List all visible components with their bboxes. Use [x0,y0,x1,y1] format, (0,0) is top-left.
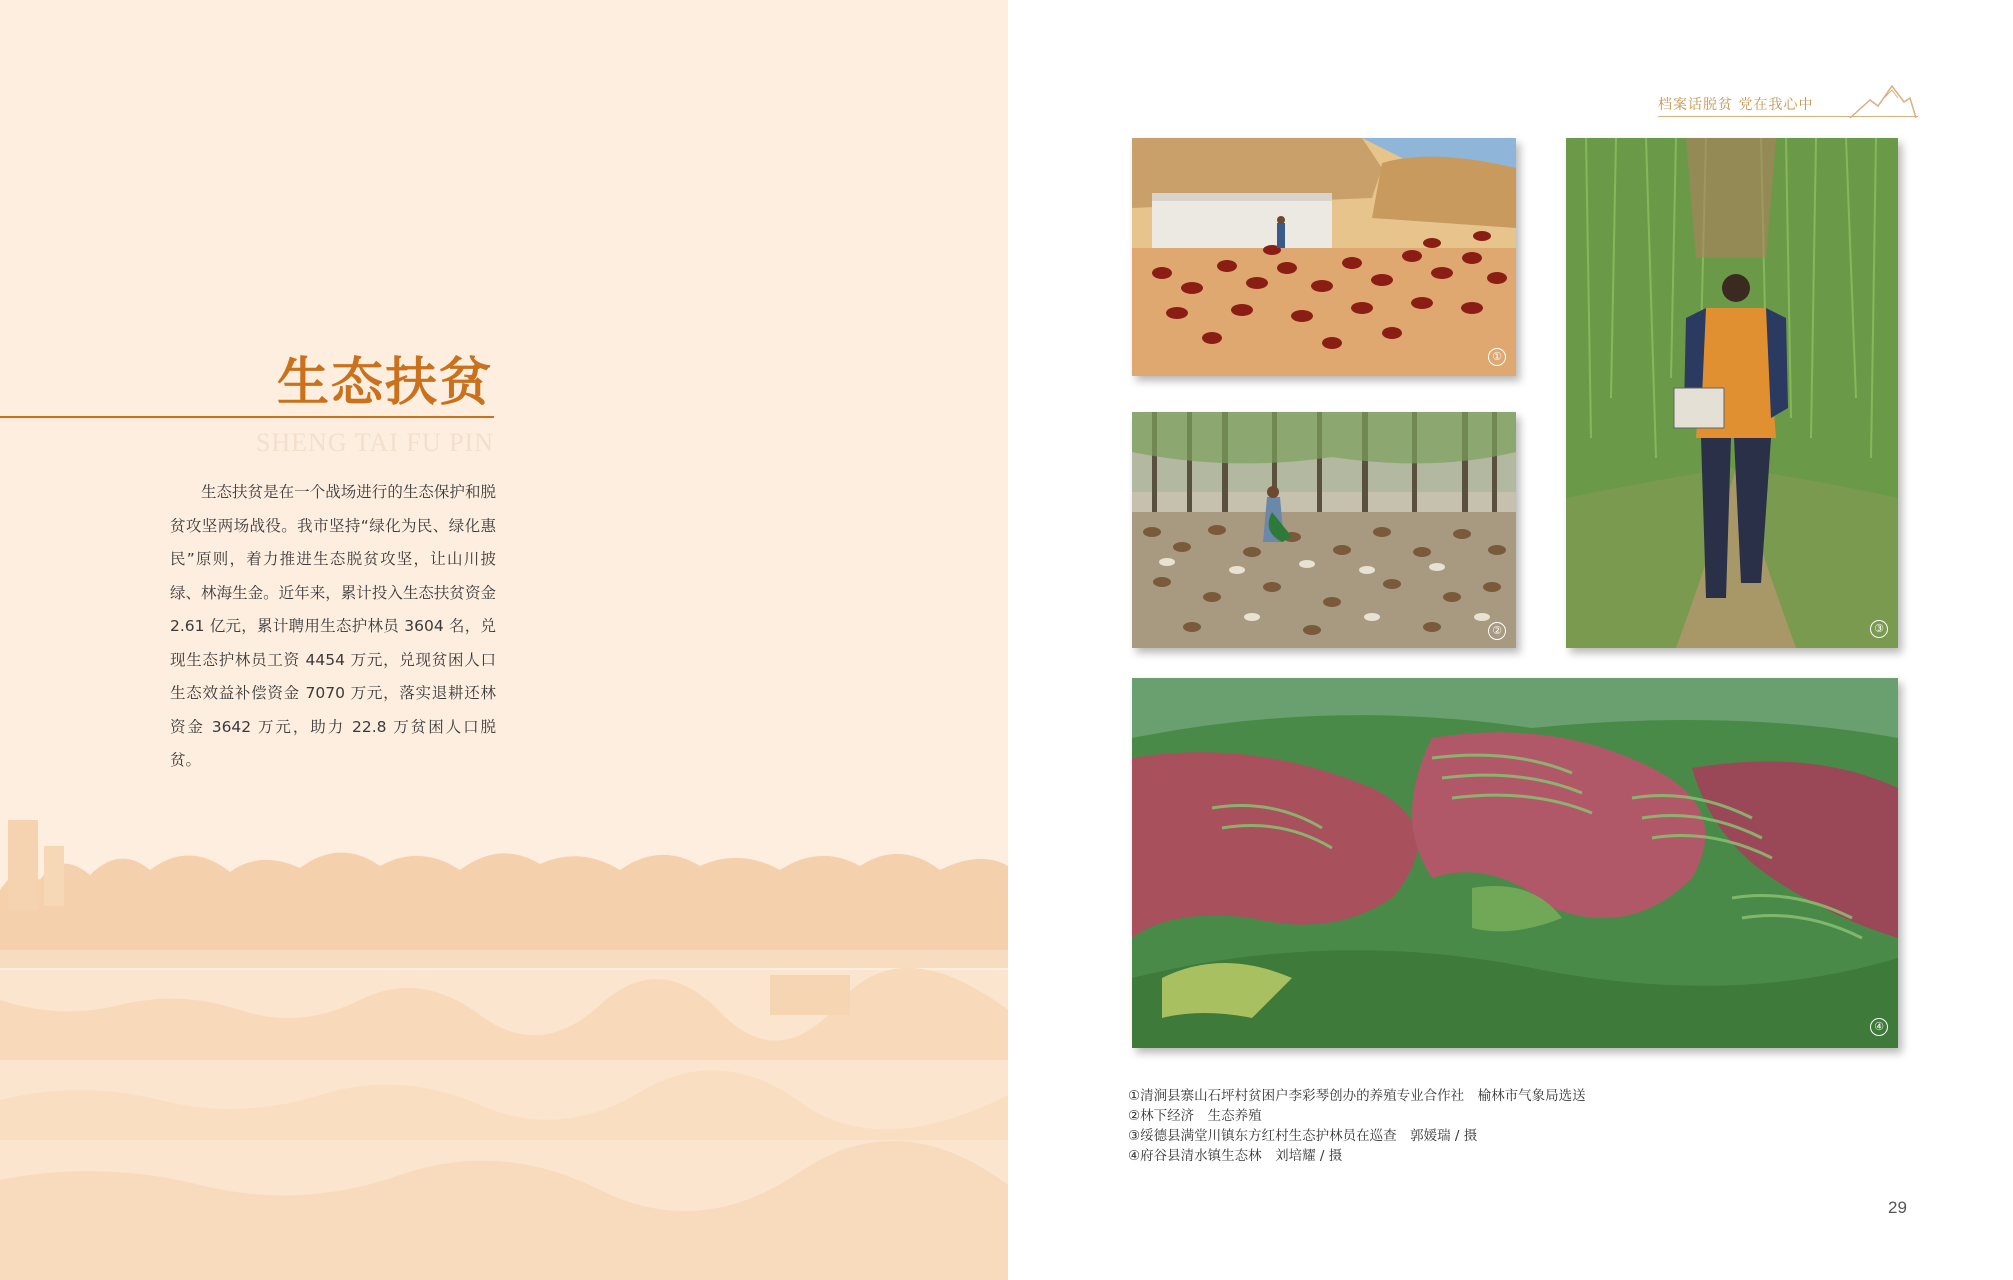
caption-3: ③绥德县满堂川镇东方红村生态护林员在巡查 郭媛瑞 / 摄 [1128,1128,1478,1144]
photo-captions [1128,1086,1828,1166]
caption-4: ④府谷县清水镇生态林 刘培耀 / 摄 [1128,1148,1343,1164]
photo-marker-4: ④ [1870,1018,1888,1036]
right-page [1008,0,2013,1280]
terraced-hills-photo [1132,678,1898,1048]
mountain-logo-icon [1848,80,1918,120]
section-subtitle-pinyin: SHENG TAI FU PIN [255,428,494,457]
section-title: 生态扶贫 [276,353,493,413]
photo-marker-1: ① [1488,348,1506,366]
section-body-text: 生态扶贫是在一个战场进行的生态保护和脱贫攻坚两场战役。我市坚持“绿化为民、绿化惠民”原则，着力推进生态脱贫攻坚，让山川披绿、林海生金。近年来，累计投入生态扶贫资金 2.61 亿元，累计聘用生态护林员 3604 名，兑现生态护林员工资 4454 万元，兑现贫困人口生态效益补偿资金 7070 万元，落实退耕还林资金 3642 万元，助力 22.8 万贫困人口脱贫。 [170,483,496,769]
title-divider [0,416,494,418]
forest-ranger-photo [1566,138,1898,648]
duck-forest-photo [1132,412,1516,648]
running-header: 档案话脱贫 党在我心中 [1658,97,1814,113]
photo-marker-2: ② [1488,622,1506,640]
chicken-farm-photo [1132,138,1516,376]
background-lakeside-scene [0,800,1008,1280]
caption-1: ①清涧县寨山石坪村贫困户李彩琴创办的养殖专业合作社 榆林市气象局选送 [1128,1088,1586,1104]
page-number: 29 [1888,1198,1907,1217]
photo-marker-3: ③ [1870,620,1888,638]
caption-2: ②林下经济 生态养殖 [1128,1108,1262,1124]
